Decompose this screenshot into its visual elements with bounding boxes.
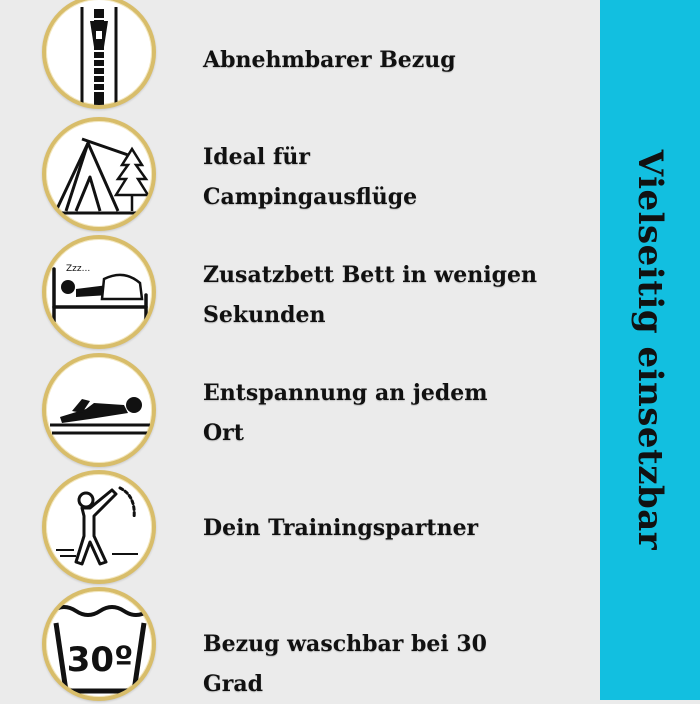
relax-icon	[42, 353, 156, 467]
wash-icon-text: 30º	[66, 640, 134, 680]
wash-30-icon	[42, 587, 156, 701]
sidebar-banner	[600, 0, 700, 700]
feature-label-line: Zusatzbett Bett in wenigen	[203, 262, 537, 288]
feature-label-line: Dein Trainingspartner	[203, 515, 479, 541]
sidebar-title: Vielseitig einsetzbar	[630, 149, 670, 551]
feature-label-line: Sekunden	[203, 302, 326, 328]
zipper-icon	[42, 0, 156, 109]
feature-label-line: Abnehmbarer Bezug	[203, 47, 456, 73]
feature-label-line: Grad	[203, 671, 264, 697]
tent-icon	[42, 117, 156, 231]
feature-label-line: Ort	[203, 420, 244, 446]
feature-label-line: Ideal für	[203, 144, 310, 170]
feature-label-line: Entspannung an jedem	[203, 380, 488, 406]
stretch-icon	[42, 470, 156, 584]
feature-label-line: Campingausflüge	[203, 184, 418, 210]
feature-label-line: Bezug waschbar bei 30	[203, 631, 487, 657]
bed-icon	[42, 235, 156, 349]
bed-icon-text: Zzz...	[66, 264, 91, 274]
